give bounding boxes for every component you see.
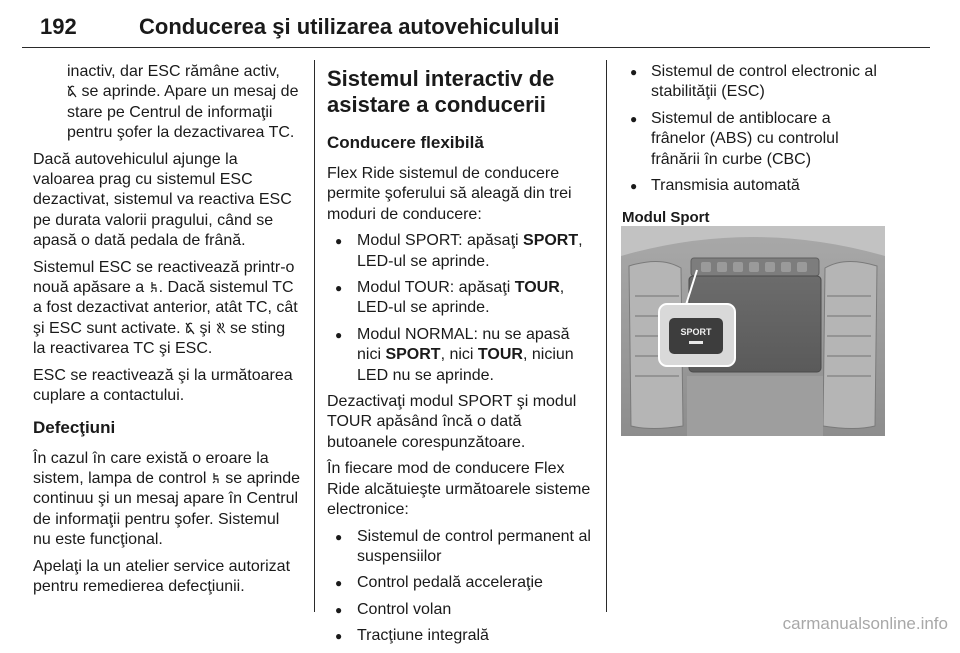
dashboard-illustration	[621, 226, 885, 436]
text-run: , LED-ul se aprinde.	[357, 232, 583, 270]
page-number: 192	[40, 14, 77, 39]
esc-off-icon	[185, 321, 195, 335]
threshold-paragraph: Dacă autovehiculul ajunge la valoarea prag cu sistemul ESC dezactivat, sistemul va reactiva ESC pe durata valorii pragului, când se apasă o dată pedala de frână.	[33, 150, 292, 250]
mode-list	[327, 231, 595, 386]
ignition-paragraph: ESC se reactivează şi la următoarea cuplare a contactului.	[33, 366, 293, 405]
text-run: Modul SPORT: apăsaţi	[357, 232, 524, 250]
systems-list	[327, 527, 595, 647]
flex-ride-subheading: Conducere flexibilă	[327, 133, 484, 152]
tc-inactive-paragraph	[67, 62, 301, 144]
text-line: se aprinde. Apare un mesaj de	[77, 83, 299, 101]
text-line: stare pe Centrul de informaţii	[67, 103, 273, 121]
list-item	[327, 231, 595, 272]
dashboard-photo	[621, 226, 885, 436]
list-item: ● Control volan	[327, 600, 595, 620]
key-label: SPORT	[523, 232, 579, 250]
text-run: se aprinde continuu şi un mesaj apare în Centrul de informaţii pentru şofer. Sistemul nu este funcţional.	[33, 469, 301, 549]
column-2	[327, 62, 595, 653]
list-item: ● Tracţiune integrală	[327, 626, 595, 646]
heading-line: Sistemul interactiv de	[327, 66, 555, 91]
text-run: , niciun LED nu se aprinde.	[357, 346, 574, 384]
text-run: şi	[195, 319, 216, 337]
esc-warning-icon	[211, 471, 221, 485]
fault-paragraph	[33, 449, 301, 551]
each-mode-paragraph: În fiecare mod de conducere Flex Ride alcătuieşte următoarele sisteme electronice:	[327, 460, 591, 519]
faults-heading: Defecţiuni	[33, 417, 116, 437]
column-3	[622, 62, 887, 241]
list-item: ● Sistemul de control electronic al stabilităţii (ESC)	[622, 62, 887, 103]
text-run: , LED-ul se aprinde.	[357, 279, 565, 317]
header-rule	[22, 47, 930, 48]
flex-ride-intro: Flex Ride sistemul de conducere permite şoferului să aleagă din trei moduri de conducere:	[327, 165, 572, 223]
text-run: Modul NORMAL: nu se apasă nici	[357, 325, 570, 364]
list-item	[327, 278, 595, 319]
sport-button-label: SPORT	[680, 327, 712, 337]
column-1	[33, 62, 301, 603]
list-item: ● Control pedală acceleraţie	[327, 573, 595, 593]
reactivation-paragraph	[33, 258, 301, 360]
text-run: . Dacă sistemul TC a fost dezactivat anterior, atât TC, cât şi ESC sunt activate.	[33, 279, 298, 337]
text-run: Modul TOUR: apăsaţi	[357, 279, 515, 297]
key-label: SPORT	[385, 346, 441, 364]
watermark: carmanualsonline.info	[782, 614, 948, 633]
deactivate-paragraph: Dezactivaţi modul SPORT şi modul TOUR apăsând încă o dată butoanele corespunzătoare.	[327, 393, 577, 451]
column-divider-1	[314, 60, 315, 612]
list-item: ● Transmisia automată	[622, 176, 887, 196]
section-heading	[327, 66, 595, 118]
service-paragraph: Apelaţi la un atelier service autorizat pentru remedierea defecţiunii.	[33, 557, 291, 595]
list-item: ● Sistemul de antiblocare a frânelor (ABS) cu controlul frânării în curbe (CBC)	[622, 109, 887, 170]
text-line: pentru şofer la dezactivarea TC.	[67, 124, 295, 142]
key-label: TOUR	[477, 346, 523, 364]
text-run: , nici	[440, 346, 478, 364]
list-item	[327, 325, 595, 386]
systems-list-continued	[622, 62, 887, 196]
key-label: TOUR	[514, 279, 560, 297]
text-run: Sistemul ESC se reactivează printr-o nouă apăsare a	[33, 258, 295, 297]
list-item: ● Sistemul de control permanent al suspensiilor	[327, 527, 595, 568]
page-header	[22, 0, 952, 48]
column-divider-2	[606, 60, 607, 612]
traction-off-icon	[216, 321, 226, 335]
esc-off-icon	[67, 84, 77, 98]
esc-button-icon	[149, 280, 159, 294]
sport-mode-heading: Modul Sport	[622, 209, 710, 227]
text-run: În cazul în care există o eroare la sistem, lampa de control	[33, 449, 269, 487]
text-line: inactiv, dar ESC rămâne activ,	[67, 63, 280, 80]
heading-line: asistare a conducerii	[327, 92, 546, 117]
running-title: Conducerea şi utilizarea autovehiculului	[139, 14, 560, 39]
text-run: se sting la reactivarea TC şi ESC.	[33, 319, 286, 358]
